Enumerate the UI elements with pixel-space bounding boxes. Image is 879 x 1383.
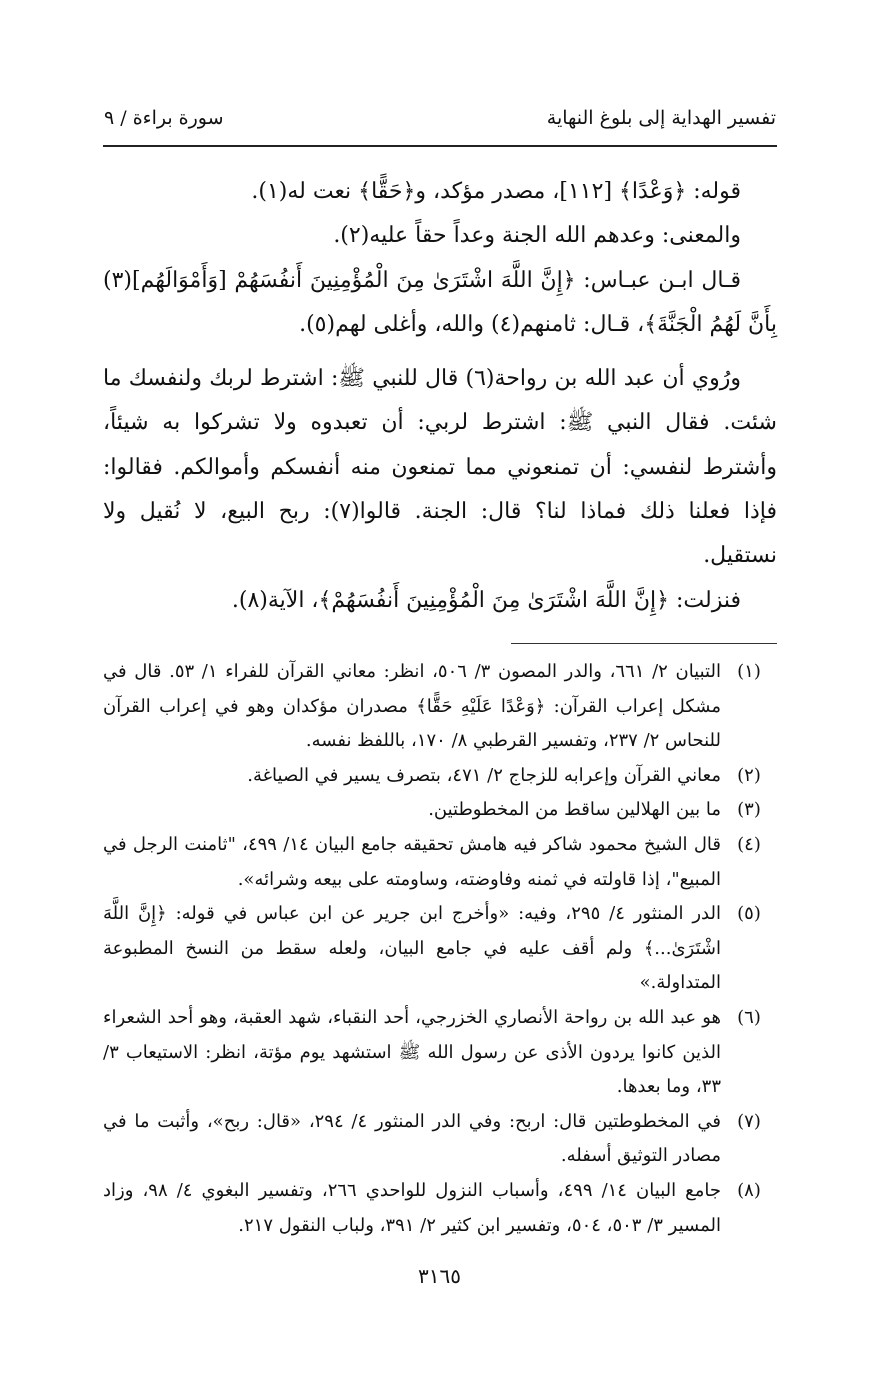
footnote-text: قال الشيخ محمود شاكر فيه هامش تحقيقه جامع البيان ١٤/ ٤٩٩، "ثامنت الرجل في المبيع"، إذا قاولته في ثمنه وفاوضته، وساومته على بيعه وشرائه». <box>103 833 721 890</box>
paragraph-2: والمعنى: وعدهم الله الجنة وعداً حقاً عليه(٢). <box>333 223 741 249</box>
main-text <box>103 170 777 623</box>
footnote <box>103 1174 777 1243</box>
footnote <box>103 793 777 828</box>
footnote-text: ما بين الهلالين ساقط من المخطوطتين. <box>428 799 721 821</box>
footnote-text: في المخطوطتين قال: اربح: وفي الدر المنثور ٤/ ٢٩٤، «قال: ربح»، وأثبت ما في مصادر التوثيق أسفله. <box>103 1110 721 1167</box>
paragraph-4: ورُوي أن عبد الله بن رواحة(٦) قال للنبي ﷺ: اشترط لربك ولنفسك ما شئت. فقال النبي ﷺ: اشترط لربي: أن تعبدوه ولا تشركوا به شيئاً، وأشترط لنفسي: أن تمنعوني مما تمنعون منه أنفسكم وأموالكم. فقالوا: فإذا فعلنا ذلك فماذا لنا؟ قال: الجنة. قالوا(٧): ربح البيع، لا نُقيل ولا نستقيل. <box>103 366 777 569</box>
footnote-text: جامع البيان ١٤/ ٤٩٩، وأسباب النزول للواحدي ٢٦٦، وتفسير البغوي ٤/ ٩٨، وزاد المسير ٣/ ٥٠٣، ٥٠٤، وتفسير ابن كثير ٢/ ٣٩١، ولباب النقول ٢١٧. <box>103 1179 722 1236</box>
footnote-number: (٦) <box>737 1006 761 1028</box>
footnote <box>103 828 777 897</box>
footnote <box>103 897 777 1001</box>
footnotes <box>103 655 777 1243</box>
footnote <box>103 1105 777 1174</box>
footnote <box>103 655 777 759</box>
book-title-header: تفسير الهداية إلى بلوغ النهاية <box>546 107 776 129</box>
paragraph-3: قـال ابـن عبـاس: ﴿إِنَّ اللَّهَ اشْتَرَىٰ مِنَ الْمُؤْمِنِينَ أَنفُسَهُمْ [وَأَمْوَالَهُم](٣) بِأَنَّ لَهُمُ الْجَنَّةَ﴾، قـال: ثامنهم(٤) والله، وأغلى لهم(٥). <box>103 267 777 337</box>
footnote-text: التبيان ٢/ ٦٦١، والدر المصون ٣/ ٥٠٦، انظر: معاني القرآن للفراء ١/ ٥٣. قال في مشكل إعراب القرآن: ﴿وَعْدًا عَلَيْهِ حَقًّا﴾ مصدران مؤكدان وهو في إعراب القرآن للنحاس ٢/ ٢٣٧، وتفسير القرطبي ٨/ ١٧٠، باللفظ نفسه. <box>103 661 721 752</box>
footnote <box>103 759 777 794</box>
footnote-number: (٤) <box>737 833 761 855</box>
header-divider <box>103 145 777 147</box>
footnote-number: (٣) <box>737 799 761 821</box>
footnote-number: (٢) <box>737 764 761 786</box>
footnote-text: معاني القرآن وإعرابه للزجاج ٢/ ٤٧١، بتصرف يسير في الصياغة. <box>247 764 721 786</box>
footnote-number: (٨) <box>737 1179 761 1201</box>
footnote-number: (٧) <box>737 1110 761 1132</box>
footnote-number: (١) <box>737 661 761 682</box>
paragraph-5: فنزلت: ﴿إِنَّ اللَّهَ اشْتَرَىٰ مِنَ الْمُؤْمِنِينَ أَنفُسَهُمْ﴾، الآية(٨). <box>231 587 741 613</box>
footnote <box>103 1001 777 1105</box>
footnote-text: الدر المنثور ٤/ ٢٩٥، وفيه: «وأخرج ابن جرير عن ابن عباس في قوله: ﴿إِنَّ اللَّهَ اشْتَرَىٰ...﴾ ولم أقف عليه في جامع البيان، ولعله سقط من النسخ المطبوعة المتداولة.» <box>103 903 721 994</box>
paragraph-1: قوله: ﴿وَعْدًا﴾ [١١٢]، مصدر مؤكد، و﴿حَقًّا﴾ نعت له(١). <box>251 179 741 204</box>
surah-header: سورة براءة / ٩ <box>104 107 224 129</box>
footnote-divider <box>511 643 777 644</box>
footnote-text: هو عبد الله بن رواحة الأنصاري الخزرجي، أحد النقباء، شهد العقبة، وهو أحد الشعراء الذين كانوا يردون الأذى عن رسول الله ﷺ استشهد يوم مؤتة، انظر: الاستيعاب ٣/ ٣٣، وما بعدها. <box>103 1006 721 1098</box>
footnote-number: (٥) <box>737 903 761 925</box>
page-number: ٣١٦٥ <box>418 1264 461 1288</box>
